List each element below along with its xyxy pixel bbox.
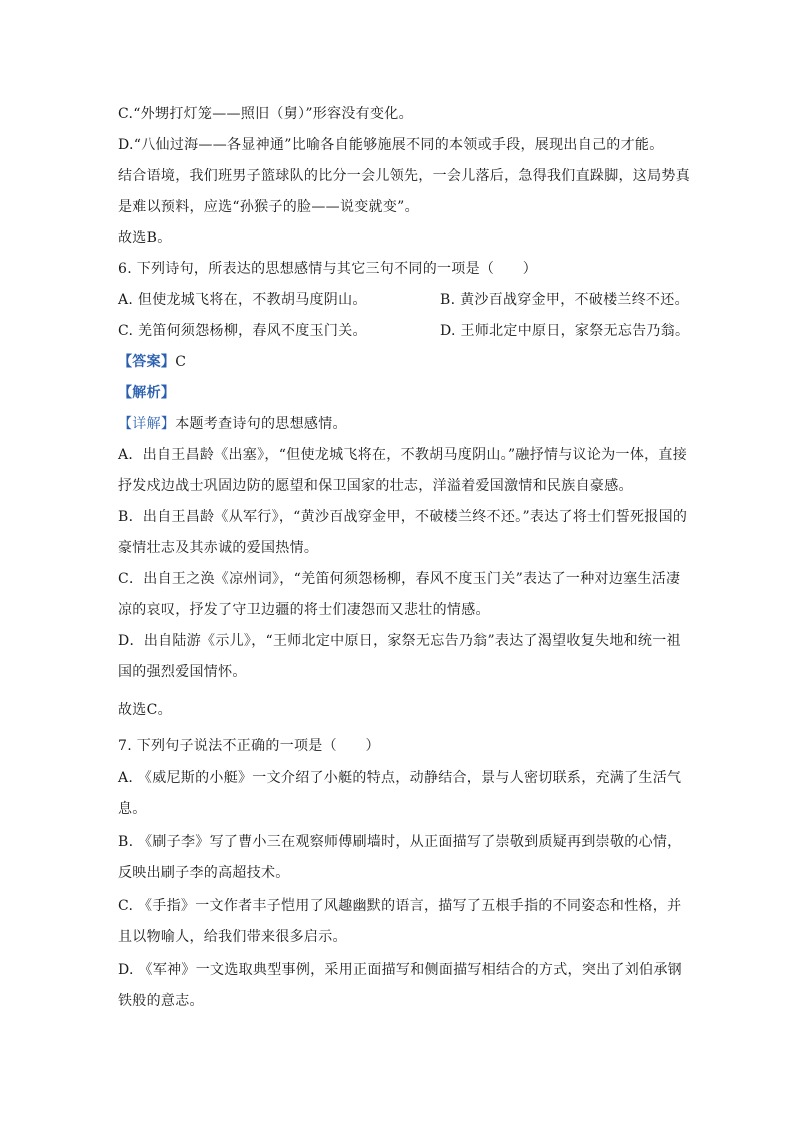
q6-detail-row bbox=[118, 414, 678, 434]
answer-value: C bbox=[175, 354, 187, 370]
q6-analysis-row bbox=[118, 383, 678, 403]
q6-final-answer: 故选C。 bbox=[118, 702, 172, 718]
q7-c-line-2: 且以物喻人，给我们带来很多启示。 bbox=[118, 929, 347, 945]
q6-option-c: C. 羌笛何须怨杨柳，春风不度玉门关。 bbox=[118, 323, 367, 339]
q6-a-line-2: 抒发戍边战士巩固边防的愿望和保卫国家的壮志，洋溢着爱国激情和民族自豪感。 bbox=[118, 478, 633, 494]
q5-explain-line-1: 结合语境，我们班男子篮球队的比分一会儿领先，一会儿落后，急得我们直跺脚，这局势真 bbox=[118, 168, 690, 184]
q7-b-line-2: 反映出刷子李的高超技术。 bbox=[118, 865, 290, 881]
q7-b-line-1: B. 《刷子李》写了曹小三在观察师傅刷墙时，从正面描写了崇敬到质疑再到崇敬的心情， bbox=[118, 834, 682, 850]
detail-label: 【详解】 bbox=[118, 416, 176, 432]
q7-d-line-2: 铁般的意志。 bbox=[118, 993, 204, 1009]
q6-option-d: D. 王师北定中原日，家祭无忘告乃翁。 bbox=[440, 323, 690, 339]
q6-question: 6. 下列诗句，所表达的思想感情与其它三句不同的一项是（ ） bbox=[118, 261, 538, 277]
q7-a-line-2: 息。 bbox=[118, 801, 147, 817]
q6-c-line-1: C．出自王之涣《凉州词》，“羌笛何须怨杨柳，春风不度玉门关”表达了一种对边塞生活凄 bbox=[118, 571, 681, 587]
q6-a-line-1: A．出自王昌龄《出塞》，“但使龙城飞将在，不教胡马度阴山。”融抒情与议论为一体，直接 bbox=[118, 447, 688, 463]
q6-c-line-2: 凉的哀叹，抒发了守卫边疆的将士们凄怨而又悲壮的情感。 bbox=[118, 602, 490, 618]
q6-answer-row bbox=[118, 352, 678, 372]
q6-d-line-1: D．出自陆游《示儿》，“王师北定中原日，家祭无忘告乃翁”表达了渴望收复失地和统一祖 bbox=[118, 633, 681, 649]
q7-a-line-1: A. 《威尼斯的小艇》一文介绍了小艇的特点，动静结合，景与人密切联系，充满了生活气 bbox=[118, 770, 682, 786]
q5-explain-line-2: 是难以预料，应选“孙猴子的脸——说变就变”。 bbox=[118, 199, 419, 215]
q7-question: 7. 下列句子说法不正确的一项是（ ） bbox=[118, 738, 380, 754]
q5-answer: 故选B。 bbox=[118, 230, 172, 246]
answer-label: 【答案】 bbox=[118, 354, 176, 370]
q7-d-line-1: D. 《军神》一文选取典型事例，采用正面描写和侧面描写相结合的方式，突出了刘伯承钢 bbox=[118, 962, 682, 978]
analysis-label: 【解析】 bbox=[118, 385, 176, 401]
q6-option-b: B. 黄沙百战穿金甲，不破楼兰终不还。 bbox=[440, 292, 689, 308]
detail-text: 本题考查诗句的思想感情。 bbox=[175, 416, 347, 432]
q5-option-c: C.“外甥打灯笼——照旧（舅）”形容没有变化。 bbox=[118, 106, 413, 122]
q6-b-line-1: B．出自王昌龄《从军行》，“黄沙百战穿金甲，不破楼兰终不还。”表达了将士们誓死报国的 bbox=[118, 509, 688, 525]
q7-c-line-1: C. 《手指》一文作者丰子恺用了风趣幽默的语言，描写了五根手指的不同姿态和性格，并 bbox=[118, 898, 682, 914]
q6-option-a: A. 但使龙城飞将在，不教胡马度阴山。 bbox=[118, 292, 367, 308]
q6-b-line-2: 豪情壮志及其赤诚的爱国热情。 bbox=[118, 540, 319, 556]
q6-d-line-2: 国的强烈爱国情怀。 bbox=[118, 664, 247, 680]
q5-option-d: D.“八仙过海——各显神通”比喻各自能够施展不同的本领或手段，展现出自己的才能。 bbox=[118, 137, 664, 153]
